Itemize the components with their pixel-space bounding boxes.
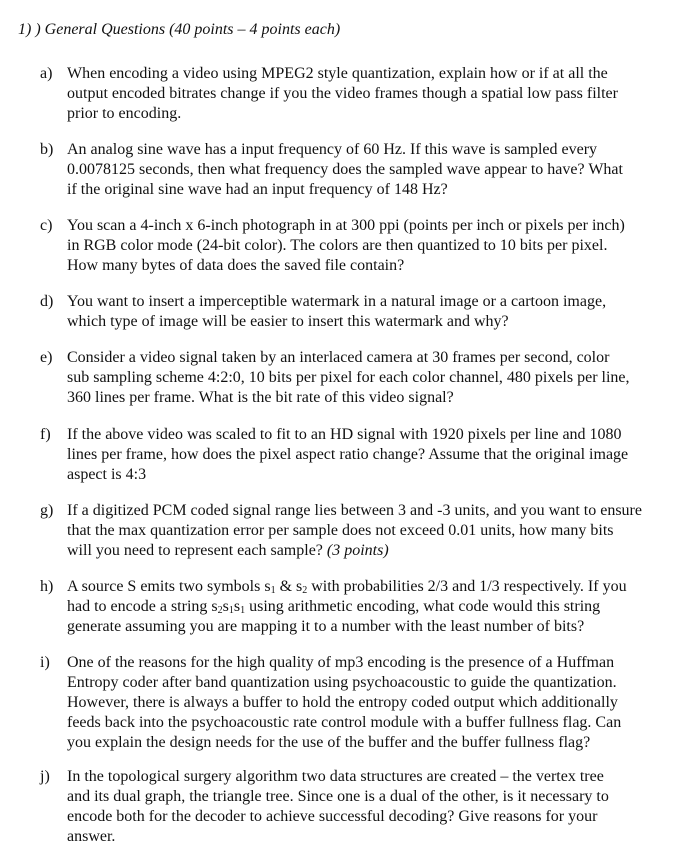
- text-segment: & s: [275, 578, 303, 595]
- points-note: (3 points): [326, 542, 389, 559]
- text-line: An analog sine wave has a input frequency of 60 Hz. If this wave is sampled every: [67, 141, 598, 158]
- question-text: [67, 292, 660, 332]
- question-c: [40, 216, 660, 276]
- text-line: If the above video was scaled to fit to an HD signal with 1920 pixels per line and 1080: [67, 426, 622, 443]
- question-text: [67, 501, 660, 561]
- question-a: [40, 64, 660, 124]
- question-f: [40, 425, 660, 485]
- question-text: [67, 653, 660, 753]
- text-line: You want to insert a imperceptible watermark in a natural image or a cartoon image,: [67, 293, 607, 310]
- question-h: [40, 577, 660, 637]
- text-line: Entropy coder after band quantization using psychoacoustic to guide the quantization.: [67, 674, 617, 691]
- question-i: [40, 653, 660, 753]
- section-heading: 1) ) General Questions (40 points – 4 points each): [18, 21, 341, 38]
- text-segment: will you need to represent each sample?: [67, 542, 323, 559]
- text-line: 360 lines per frame. What is the bit rate of this video signal?: [67, 389, 454, 406]
- text-line: you explain the design needs for the use of the buffer and the buffer fullness flag?: [67, 734, 591, 751]
- question-text: [67, 216, 660, 276]
- text-line: aspect is 4:3: [67, 466, 147, 483]
- text-segment: had to encode a string s: [67, 598, 218, 615]
- question-label: f): [40, 426, 51, 443]
- question-e: [40, 348, 660, 408]
- question-label: b): [40, 141, 54, 158]
- text-segment: s: [233, 598, 241, 615]
- text-line: and its dual graph, the triangle tree. Since one is a dual of the other, is it necessary to: [67, 788, 609, 805]
- text-line: which type of image will be easier to insert this watermark and why?: [67, 313, 509, 330]
- text-line: One of the reasons for the high quality of mp3 encoding is the presence of a Huffman: [67, 654, 615, 671]
- text-line: lines per frame, how does the pixel aspect ratio change? Assume that the original image: [67, 446, 629, 463]
- text-line: in RGB color mode (24-bit color). The colors are then quantized to 10 bits per pixel.: [67, 237, 608, 254]
- text-line: 0.0078125 seconds, then what frequency does the sampled wave appear to have? What: [67, 161, 623, 178]
- question-g: [40, 501, 660, 561]
- text-line: sub sampling scheme 4:2:0, 10 bits per pixel for each color channel, 480 pixels per line,: [67, 369, 630, 386]
- text-line: Consider a video signal taken by an interlaced camera at 30 frames per second, color: [67, 349, 610, 366]
- question-label: g): [40, 502, 54, 519]
- question-text: [67, 140, 660, 200]
- text-line: if the original sine wave had an input frequency of 148 Hz?: [67, 181, 448, 198]
- text-line: encode both for the decoder to achieve successful decoding? Give reasons for your: [67, 808, 598, 825]
- text-line: However, there is always a buffer to hold the entropy coded output which additionally: [67, 694, 618, 711]
- text-line: that the max quantization error per sample does not exceed 0.01 units, how many bits: [67, 522, 614, 539]
- text-line: output encoded bitrates change if you the video frames though a spatial low pass filter: [67, 85, 618, 102]
- question-text: [67, 348, 660, 408]
- text-line: How many bytes of data does the saved file contain?: [67, 257, 405, 274]
- text-segment: A source S emits two symbols s: [67, 578, 271, 595]
- text-segment: with probabilities 2/3 and 1/3 respectively. If you: [307, 578, 627, 595]
- question-text: [67, 577, 660, 637]
- text-line: If a digitized PCM coded signal range lies between 3 and -3 units, and you want to ensure: [67, 502, 642, 519]
- text-line: You scan a 4-inch x 6-inch photograph in at 300 ppi (points per inch or pixels per inch): [67, 217, 625, 234]
- subscript: 1: [240, 605, 246, 616]
- text-line: prior to encoding.: [67, 105, 182, 122]
- text-line: When encoding a video using MPEG2 style quantization, explain how or if at all the: [67, 65, 608, 82]
- question-label: a): [40, 65, 53, 82]
- text-line: answer.: [67, 828, 116, 845]
- text-segment: using arithmetic encoding, what code would this string: [245, 598, 601, 615]
- text-line: In the topological surgery algorithm two data structures are created – the vertex tree: [67, 768, 604, 785]
- question-label: i): [40, 654, 50, 671]
- question-label: c): [40, 217, 53, 234]
- question-text: [67, 425, 660, 485]
- text-line: [67, 597, 660, 617]
- subscript: 2: [217, 605, 223, 616]
- subscript: 1: [228, 605, 234, 616]
- question-b: [40, 140, 660, 200]
- question-j: [40, 767, 660, 847]
- text-line: [67, 541, 660, 561]
- text-segment: s: [222, 598, 229, 615]
- question-text: [67, 767, 660, 847]
- question-label: e): [40, 349, 53, 366]
- question-d: [40, 292, 660, 332]
- subscript: 1: [270, 585, 276, 596]
- text-line: [67, 577, 660, 597]
- question-label: d): [40, 293, 54, 310]
- subscript: 2: [302, 585, 308, 596]
- text-line: generate assuming you are mapping it to a number with the least number of bits?: [67, 618, 585, 635]
- question-label: j): [40, 768, 50, 785]
- question-label: h): [40, 578, 54, 595]
- text-line: feeds back into the psychoacoustic rate control module with a buffer fullness flag. Can: [67, 714, 622, 731]
- question-text: [67, 64, 660, 124]
